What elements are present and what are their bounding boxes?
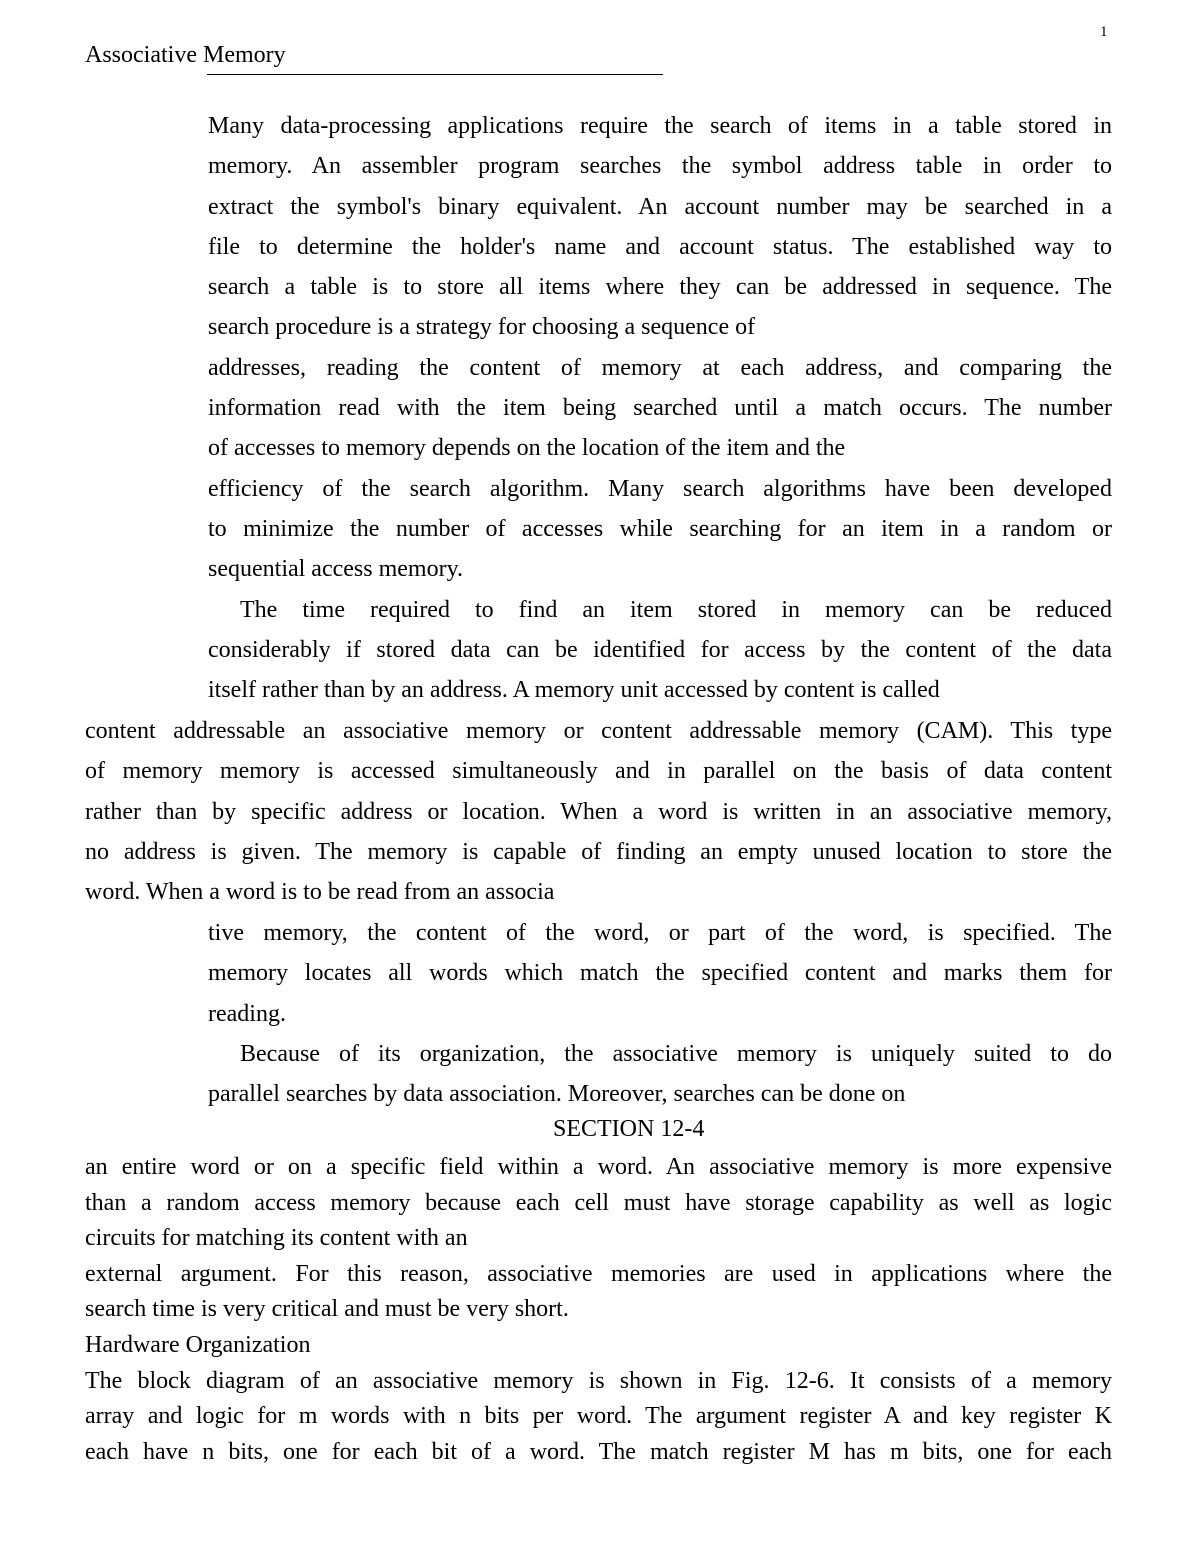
paragraph-block-hardware xyxy=(85,1150,1112,1470)
text-line: rather than by specific address or location. When a word is written in an associative memory, xyxy=(85,798,1112,825)
text-line: efficiency of the search algorithm. Many search algorithms have been developed xyxy=(208,475,1112,502)
section-heading: SECTION 12-4 xyxy=(553,1116,705,1142)
text-line: an entire word or on a specific field within a word. An associative memory is more expensive xyxy=(85,1154,1112,1180)
text-line: addresses, reading the content of memory at each address, and comparing the xyxy=(208,354,1112,381)
text-line: external argument. For this reason, associative memories are used in applications where the xyxy=(85,1260,1112,1287)
text-line: tive memory, the content of the word, or part of the word, is specified. The xyxy=(208,920,1112,946)
paragraph-block-organization xyxy=(208,1034,1112,1115)
text-line: no address is given. The memory is capable of finding an empty unused location to store the xyxy=(85,838,1112,865)
text-line: sequential access memory. xyxy=(208,556,464,583)
text-line: The block diagram of an associative memory is shown in Fig. 12-6. It consists of a memory xyxy=(85,1367,1112,1394)
paragraph-block-cam xyxy=(85,711,1112,912)
text-line: reading. xyxy=(208,1000,286,1027)
text-line: The time required to find an item stored in memory can be reduced xyxy=(240,596,1112,623)
text-line: of memory memory is accessed simultaneously and in parallel on the basis of data content xyxy=(85,758,1112,785)
title-underline xyxy=(207,74,663,75)
text-line: parallel searches by data association. Moreover, searches can be done on xyxy=(208,1081,906,1108)
text-line: itself rather than by an address. A memory unit accessed by content is called xyxy=(208,677,940,704)
page-title: Associative Memory xyxy=(85,42,286,68)
paragraph-block-intro xyxy=(208,106,1112,710)
text-line: each have n bits, one for each bit of a word. The match register M has m bits, one for each xyxy=(85,1438,1112,1465)
text-line: file to determine the holder's name and account status. The established way to xyxy=(208,233,1112,260)
text-line: considerably if stored data can be identified for access by the content of the data xyxy=(208,636,1112,663)
text-line: search a table is to store all items where they can be addressed in sequence. The xyxy=(208,274,1112,301)
text-line: memory. An assembler program searches the symbol address table in order to xyxy=(208,153,1112,180)
text-line: array and logic for m words with n bits per word. The argument register A and key register K xyxy=(85,1403,1112,1430)
text-line: than a random access memory because each cell must have storage capability as well as logic xyxy=(85,1189,1112,1216)
page-number: 1 xyxy=(1100,24,1108,40)
text-line: memory locates all words which match the specified content and marks them for xyxy=(208,960,1112,987)
text-line: to minimize the number of accesses while searching for an item in a random or xyxy=(208,515,1112,542)
text-line: content addressable an associative memory or content addressable memory (CAM). This type xyxy=(85,718,1112,744)
text-line: Because of its organization, the associative memory is uniquely suited to do xyxy=(240,1041,1112,1067)
text-line: search time is very critical and must be very short. xyxy=(85,1296,569,1323)
text-line: search procedure is a strategy for choosing a sequence of xyxy=(208,314,756,341)
text-line: information read with the item being searched until a match occurs. The number xyxy=(208,395,1112,422)
text-line: of accesses to memory depends on the location of the item and the xyxy=(208,435,846,462)
subheading-hardware-organization: Hardware Organization xyxy=(85,1331,311,1358)
text-line: Many data-processing applications require the search of items in a table stored in xyxy=(208,113,1112,139)
paragraph-block-read xyxy=(208,913,1112,1034)
text-line: extract the symbol's binary equivalent. An account number may be searched in a xyxy=(208,193,1112,220)
text-line: word. When a word is to be read from an associa xyxy=(85,879,555,906)
text-line: circuits for matching its content with an xyxy=(85,1225,468,1252)
